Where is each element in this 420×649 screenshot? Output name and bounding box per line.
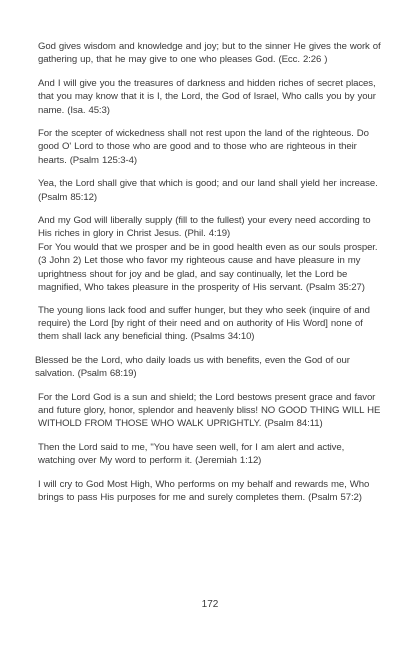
verse-paragraph: Blessed be the Lord, who daily loads us with benefits, even the God of our salvation. (Psalm 68:19) [35, 354, 350, 380]
verse-paragraph: And my God will liberally supply (fill to the fullest) your every need according to His riches in glory in Christ Jesus. (Phil. 4:19) For You would that we prosper and be in good health even as our souls prosper. (3 John 2) Let those who favor my righteous cause and have pleasure in my uprightness shout for joy and be glad, and say continually, let the Lord be magnified, Who takes pleasure in the prosperity of His servant. (Psalm 35:27) [38, 215, 378, 294]
verse-paragraph: And I will give you the treasures of darkness and hidden riches of secret places, that you may know that it is I, the Lord, the God of Israel, Who calls you by your name. (Isa. 45:3) [38, 77, 376, 116]
verse-paragraph: The young lions lack food and suffer hunger, but they who seek (inquire of and require) the Lord [by right of their need and on authority of His Word] none of them shall lack any beneficial thing. (Psalms 34:10) [38, 304, 370, 343]
verse-paragraph: Then the Lord said to me, "You have seen well, for I am alert and active, watching over My word to perform it. (Jeremiah 1:12) [38, 441, 345, 467]
page-number: 172 [201, 599, 219, 610]
verse-paragraph: Yea, the Lord shall give that which is good; and our land shall yield her increase. (Psalm 85:12) [38, 178, 378, 203]
verse-paragraph: For the Lord God is a sun and shield; the Lord bestows present grace and favor and future glory, honor, splendor and heavenly bliss! NO GOOD THING WILL HE WITHOLD FROM THOSE WHO WALK UPRIGHTLY. (Psalm 84:11) [38, 391, 381, 430]
verse-paragraph: I will cry to God Most High, Who performs on my behalf and rewards me, Who brings to pass His purposes for me and surely completes them. (Psalm 57:2) [38, 478, 370, 503]
verse-paragraph: For the scepter of wickedness shall not rest upon the land of the righteous. Do good O' Lord to those who are good and to those who are righteous in their hearts. (Psalm 125:3-4) [38, 128, 369, 166]
verse-paragraph: God gives wisdom and knowledge and joy; but to the sinner He gives the work of gathering up, that he may give to one who pleases God. (Ecc. 2:26 ) [38, 41, 381, 66]
